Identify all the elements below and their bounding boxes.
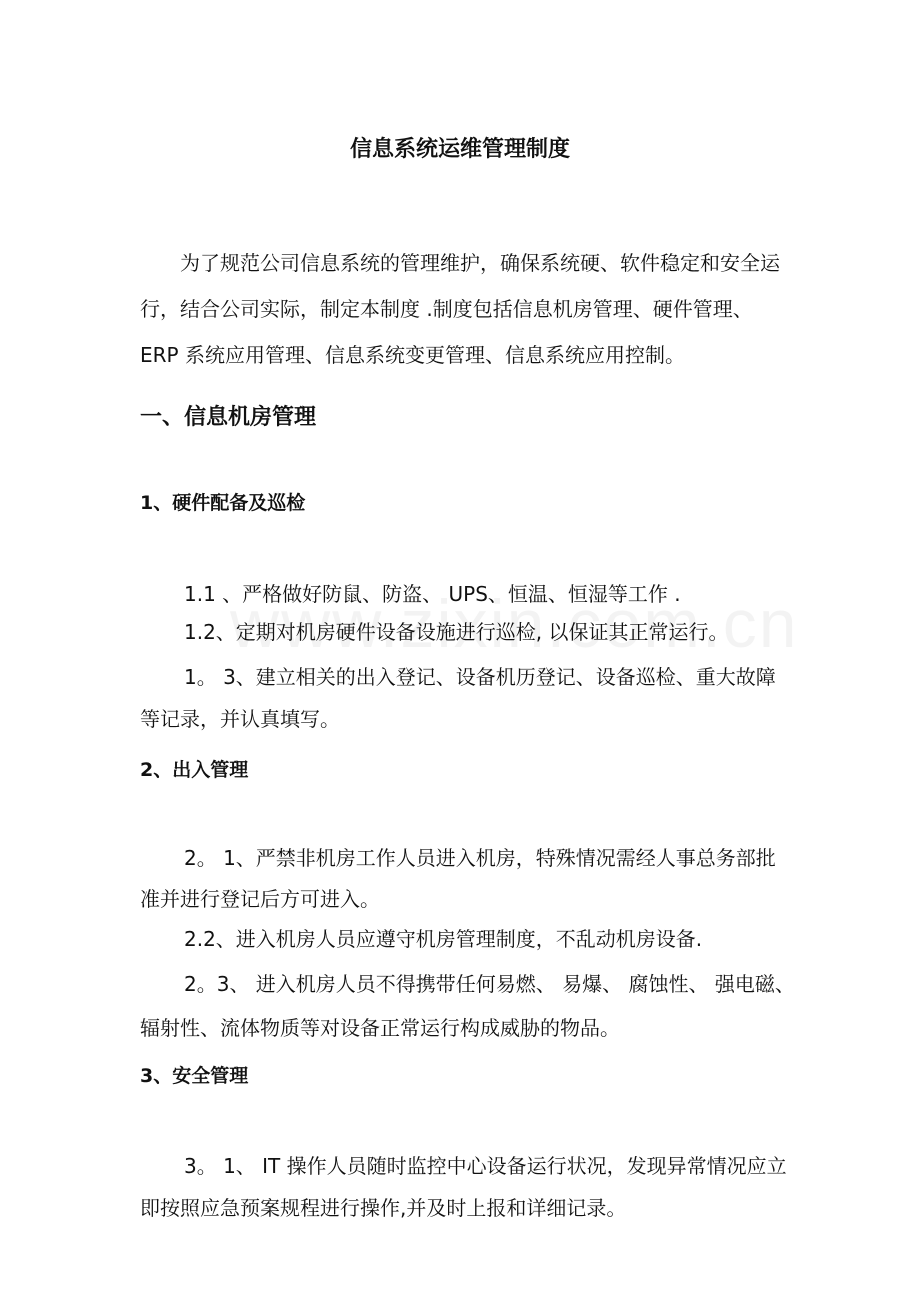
list-item: 2。3、 进入机房人员不得携带任何易燃、 易爆、 腐蚀性、 强电磁、辐射性、流体物质等对设备正常运行构成威胁的物品。 <box>140 972 795 1040</box>
subsection-heading-2: 2、出入管理 <box>140 759 249 781</box>
subsection-heading-3: 3、安全管理 <box>140 1065 249 1087</box>
list-item: 1.2、定期对机房硬件设备设施进行巡检, 以保证其正常运行。 <box>184 620 729 644</box>
list-item: 2。 1、严禁非机房工作人员进入机房，特殊情况需经人事总务部批准并进行登记后方可进入。 <box>140 846 776 911</box>
intro-paragraph: 为了规范公司信息系统的管理维护，确保系统硬、软件稳定和安全运行，结合公司实际，制定本制度 .制度包括信息机房管理、硬件管理、 ERP 系统应用管理、信息系统变更管理、信息系统应用控制。 <box>140 251 780 367</box>
document-title: 信息系统运维管理制度 <box>349 137 570 162</box>
subsection-heading-1: 1、硬件配备及巡检 <box>140 492 306 514</box>
list-item: 2.2、进入机房人员应遵守机房管理制度，不乱动机房设备. <box>184 927 703 951</box>
section-heading-1: 一、信息机房管理 <box>140 405 317 430</box>
list-item: 3。 1、 IT 操作人员随时监控中心设备运行状况，发现异常情况应立即按照应急预案规程进行操作,并及时上报和详细记录。 <box>140 1154 787 1220</box>
list-item: 1.1 、严格做好防鼠、防盗、 UPS、恒温、恒湿等工作 . <box>184 582 681 606</box>
list-item: 1。 3、建立相关的出入登记、设备机历登记、设备巡检、重大故障等记录，并认真填写。 <box>140 665 776 731</box>
